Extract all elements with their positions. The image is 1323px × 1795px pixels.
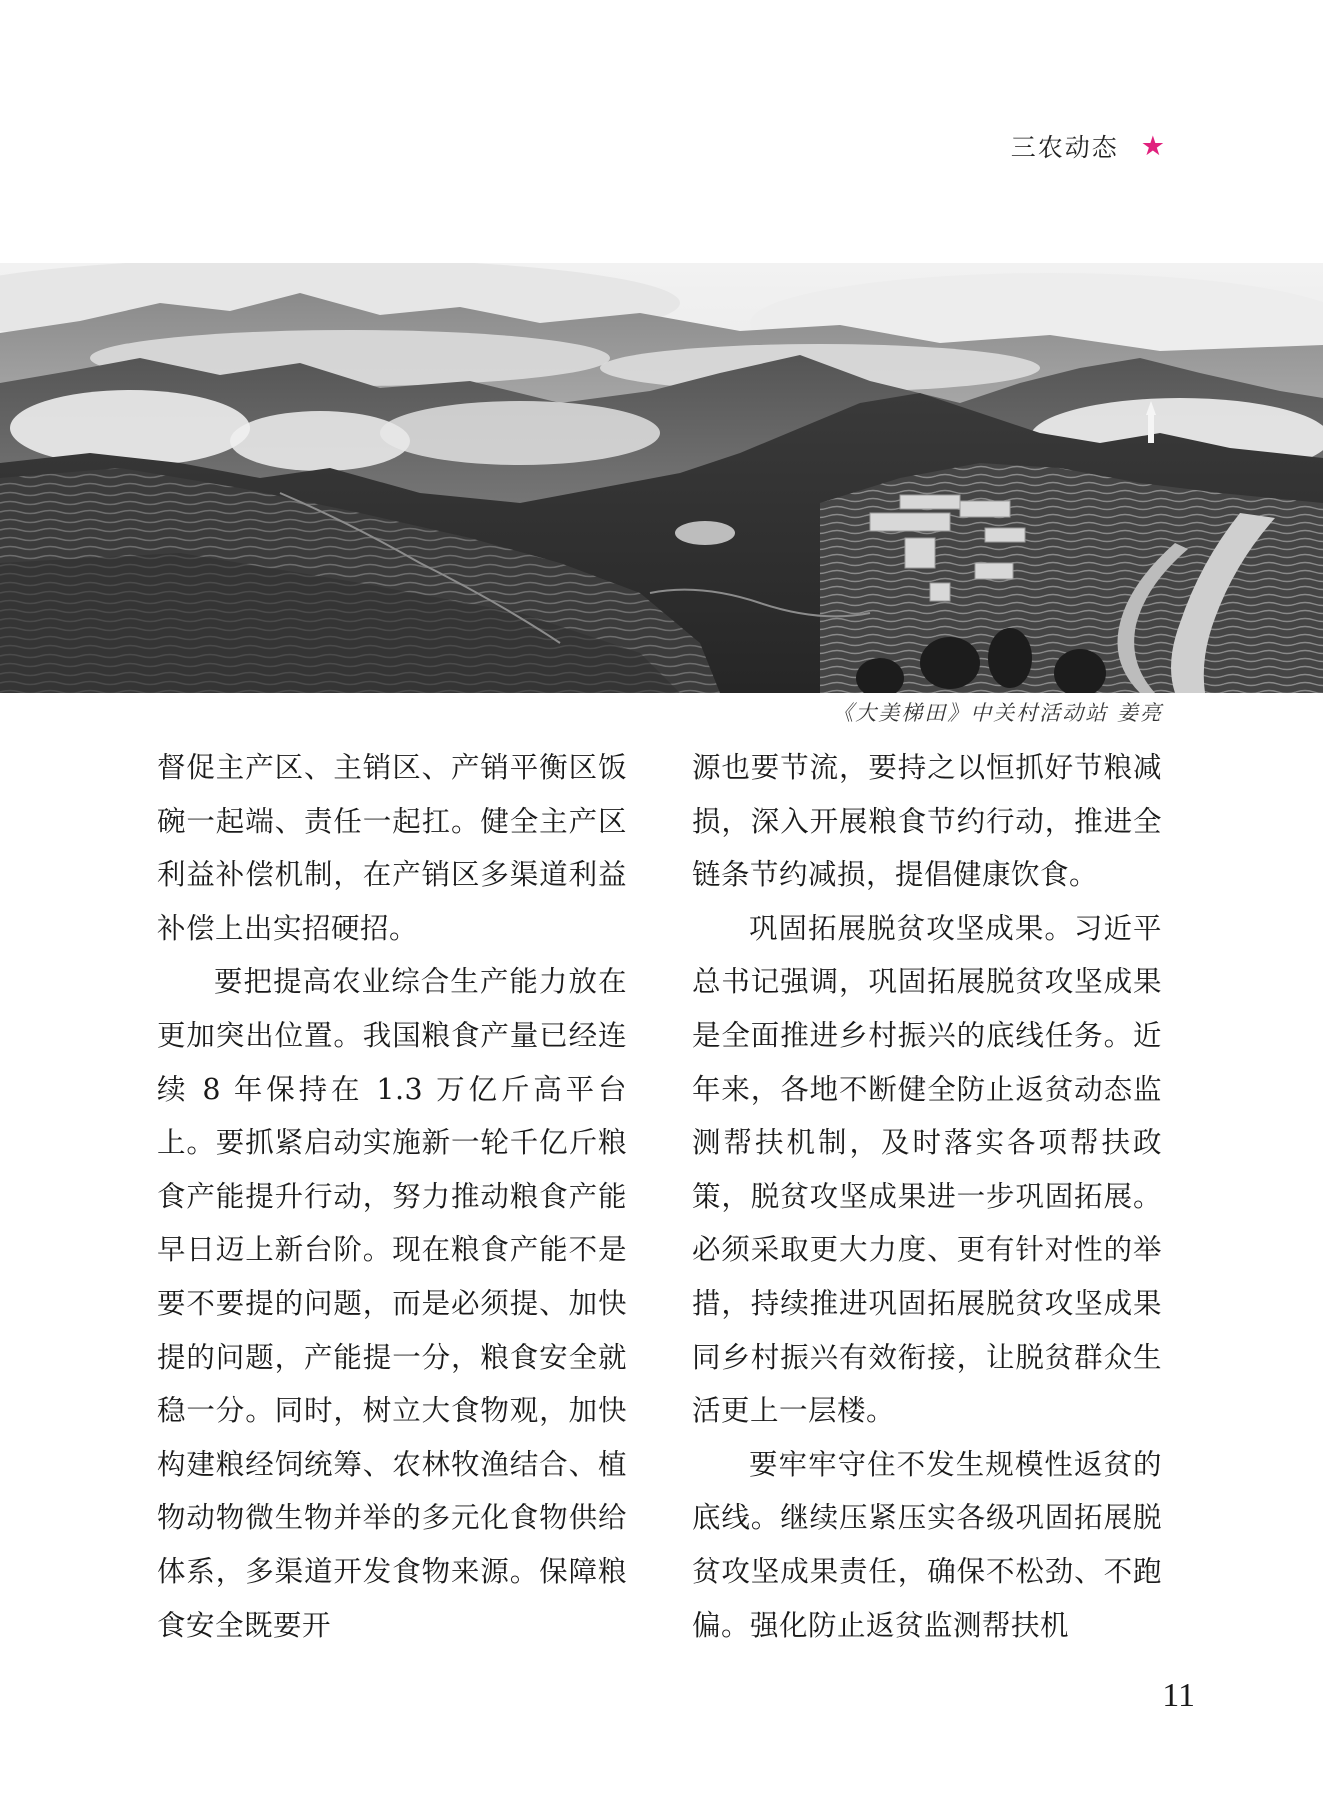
paragraph: 要把提高农业综合生产能力放在更加突出位置。我国粮食产量已经连续 8 年保持在 1.3 万亿斤高平台上。要抓紧启动实施新一轮千亿斤粮食产能提升行动，努力推动粮食产能早日迈上新台阶。现在粮食产能不是要不要提的问题，而是必须提、加快提的问题，产能提一分，粮食安全就稳一分。同时，树立大食物观，加快构建粮经饲统筹、农林牧渔结合、植物动物微生物并举的多元化食物供给体系，多渠道开发食物来源。保障粮食安全既要开	[157, 965, 627, 1642]
left-text-column	[157, 741, 627, 1652]
section-title: 三农动态	[1010, 133, 1119, 162]
terraced-fields-photo	[0, 263, 1323, 693]
section-header	[1011, 128, 1165, 164]
paragraph: 督促主产区、主销区、产销平衡区饭碗一起端、责任一起扛。健全主产区利益补偿机制，在产销区多渠道利益补偿上出实招硬招。	[157, 751, 627, 945]
photo-caption: 《大美梯田》中关村活动站 姜亮	[832, 701, 1163, 725]
page-number: 11	[1162, 1677, 1195, 1714]
right-text-column	[692, 741, 1162, 1652]
landscape-illustration	[0, 263, 1323, 693]
paragraph: 巩固拓展脱贫攻坚成果。习近平总书记强调，巩固拓展脱贫攻坚成果是全面推进乡村振兴的底线任务。近年来，各地不断健全防止返贫动态监测帮扶机制，及时落实各项帮扶政策，脱贫攻坚成果进一步巩固拓展。必须采取更大力度、更有针对性的举措，持续推进巩固拓展脱贫攻坚成果同乡村振兴有效衔接，让脱贫群众生活更上一层楼。	[692, 911, 1162, 1428]
paragraph: 源也要节流，要持之以恒抓好节粮减损，深入开展粮食节约行动，推进全链条节约减损，提倡健康饮食。	[692, 751, 1162, 892]
star-icon: ★	[1140, 130, 1165, 162]
paragraph: 要牢牢守住不发生规模性返贫的底线。继续压紧压实各级巩固拓展脱贫攻坚成果责任，确保不松劲、不跑偏。强化防止返贫监测帮扶机	[692, 1447, 1162, 1642]
